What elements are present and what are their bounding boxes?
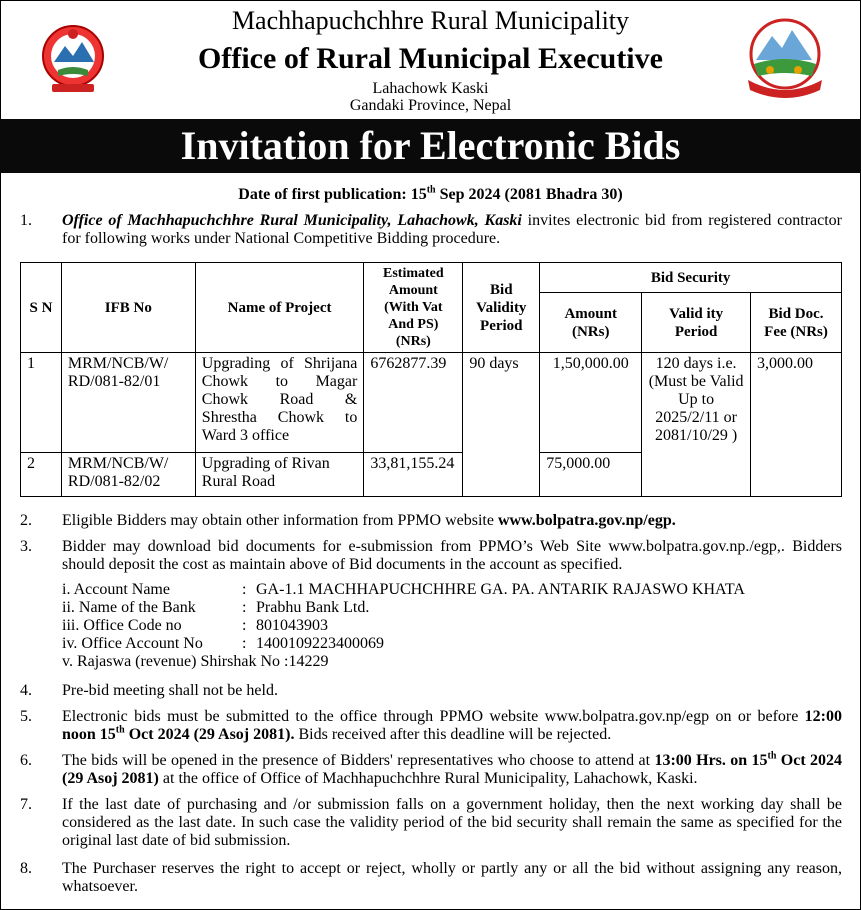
para-number: 1. [20, 212, 32, 229]
municipality-name: Machhapuchchhre Rural Municipality [231, 6, 630, 35]
para-2: 2. Eligible Bidders may obtain other information from PPMO website www.bolpatra.gov.np/egp. [20, 512, 676, 529]
publication-date: Date of first publication: 15th Sep 2024 (2081 Bhadra 30) [238, 184, 623, 203]
col-header-valid-period: Valid ity Period [642, 293, 751, 353]
para-5: 5. Electronic bids must be submitted to the office through PPMO website www.bolpatra.gov.np/egp on or before 12:00 noon 15th Oct 2024 (29 Asoj 2081). Bids received after this deadline will be rejected. [20, 708, 842, 743]
location-line: Lahachowk Kaski [372, 80, 489, 97]
para-8-text: The Purchaser reserves the right to accept or reject, wholly or partly any or all the bid without assigning any reason, whatsoever. [62, 860, 842, 895]
col-header-project: Name of Project [195, 263, 364, 353]
list-item: iv. Office Account No : 1400109223400069 [62, 635, 384, 652]
cell-sn: 2 [21, 453, 62, 497]
cell-amount: 75,000.00 [540, 453, 642, 497]
col-header-security: Bid Security [540, 263, 842, 293]
para-4 [20, 682, 842, 700]
cell-sn: 1 [21, 353, 62, 453]
cell-ifb: MRM/NCB/W/ RD/081-82/01 [61, 353, 195, 453]
para-6: 6. The bids will be opened in the presence of Bidders' representatives who choose to attend at 13:00 Hrs. on 15th Oct 2024 (29 Asoj 2081) at the office of Office of Machhapuchchhre Rural Municipality, Lahachowk, Kaski. [20, 750, 843, 787]
para-number: 4. [20, 682, 32, 699]
list-item: i. Account Name : GA-1.1 MACHHAPUCHCHHRE GA. PA. ANTARIK RAJASWO KHATA [62, 581, 745, 598]
cell-amount: 1,50,000.00 [540, 353, 642, 453]
para-number: 2. [20, 512, 32, 529]
cell-fee: 3,000.00 [751, 353, 842, 497]
table-row [21, 353, 842, 453]
cell-project: Upgrading of Shrijana Chowk to Magar Chowk Road & Shrestha Chowk to Ward 3 office [195, 353, 364, 453]
col-header-ifb: IFB No [61, 263, 195, 353]
para-7 [20, 796, 842, 850]
para-4-text: Pre-bid meeting shall not be held. [62, 682, 278, 699]
cell-valid-period: 120 days i.e. (Must be Valid Up to 2025/2/11 or 2081/10/29 ) [642, 353, 751, 497]
office-name: Office of Rural Municipal Executive [198, 42, 663, 75]
para-number: 6. [20, 752, 32, 769]
cell-project: Upgrading of Rivan Rural Road [195, 453, 364, 497]
account-details [62, 581, 745, 671]
para-1-lead: Office of Machhapuchchhre Rural Municipality, Lahachowk, Kaski [62, 212, 522, 229]
col-header-amount: Amount (NRs) [540, 293, 642, 353]
ppmo-link[interactable]: www.bolpatra.gov.np/egp. [497, 512, 676, 529]
para-1: 1. Office of Machhapuchchhre Rural Municipality, Lahachowk, Kaski invites electronic bid from registered contractor for following works under National Competitive Bidding procedure. [20, 212, 842, 247]
col-header-fee: Bid Doc. Fee (NRs) [751, 293, 842, 353]
para-number: 3. [20, 538, 32, 555]
col-header-sn: S N [21, 263, 62, 353]
list-item: iii. Office Code no : 801043903 [62, 617, 328, 634]
para-3-text: Bidder may download bid documents for e-submission from PPMO’s Web Site www.bolpatra.gov.np./egp,. Bidders should deposit the cost as maintain above of Bid documents in the account as specified. [62, 538, 842, 573]
cell-estimated: 33,81,155.24 [364, 453, 463, 497]
para-7-text: If the last date of purchasing and /or submission falls on a government holiday, then the next working day shall be considered as the last date. In such case the validity period of the bid security shall remain the same as specified for the original last date of bid submission. [62, 796, 842, 849]
para-3 [20, 538, 842, 574]
bids-table [20, 262, 842, 497]
cell-estimated: 6762877.39 [364, 353, 463, 453]
para-number: 8. [20, 860, 32, 877]
para-number: 7. [20, 796, 32, 813]
col-header-validity: Bid Validity Period [463, 263, 540, 353]
cell-ifb: MRM/NCB/W/ RD/081-82/02 [61, 453, 195, 497]
header [0, 0, 861, 120]
para-8 [20, 860, 842, 896]
municipality-logo-icon [740, 14, 830, 106]
province-line: Gandaki Province, Nepal [349, 97, 512, 114]
cell-validity: 90 days [463, 353, 540, 497]
col-header-estimated: Estimated Amount (With Vat And PS) (NRs) [364, 263, 463, 353]
banner-title: Invitation for Electronic Bids [0, 119, 861, 173]
list-item: ii. Name of the Bank : Prabhu Bank Ltd. [62, 599, 370, 616]
para-number: 5. [20, 708, 32, 725]
list-item: v. Rajaswa (revenue) Shirshak No :14229 [62, 653, 329, 670]
